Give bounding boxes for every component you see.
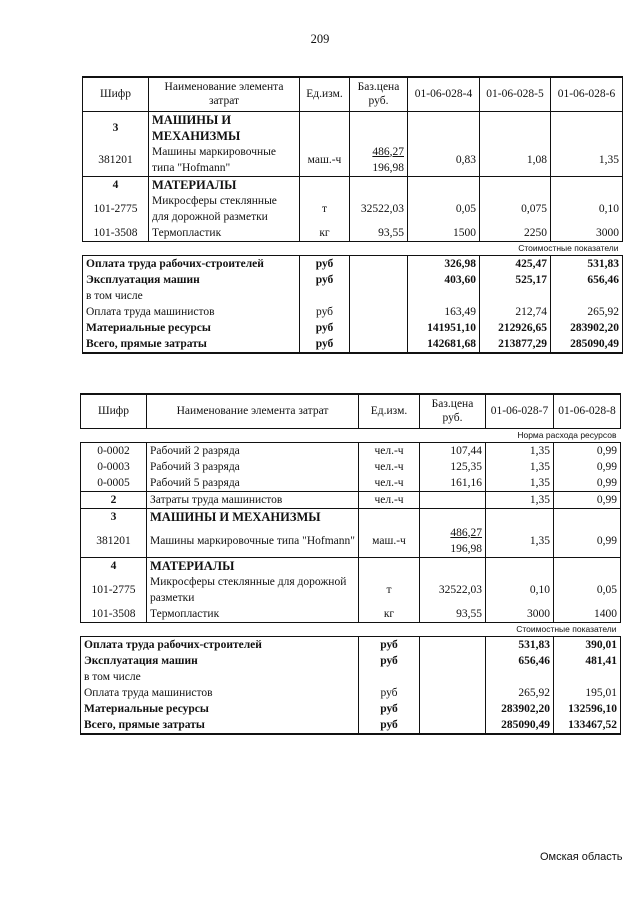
row-value: 1,35	[486, 442, 554, 459]
cost-value: 525,17	[480, 272, 551, 288]
table-row	[83, 176, 623, 193]
column-header-name: Наименование элемента затрат	[147, 394, 359, 428]
column-header-norm-7: 01-06-028-7	[486, 394, 554, 428]
norm-section-label: Норма расхода ресурсов	[81, 428, 621, 442]
table-row	[81, 442, 621, 459]
table-row	[81, 491, 621, 508]
cost-name: Эксплуатация машин	[81, 653, 359, 669]
column-header-code: Шифр	[81, 394, 147, 428]
row-value: 2250	[480, 225, 551, 242]
cost-name: Материальные ресурсы	[83, 320, 300, 336]
row-unit: маш.-ч	[300, 144, 350, 177]
row-name: Машины маркировочные типа "Hofmann"	[149, 144, 300, 177]
cost-name: Материальные ресурсы	[81, 701, 359, 717]
row-price: 486,27	[372, 145, 404, 158]
row-value: 0,99	[554, 442, 621, 459]
row-code: 381201	[83, 144, 149, 177]
row-price-secondary: 196,98	[372, 161, 404, 174]
cost-value: 656,46	[551, 272, 623, 288]
cost-value: 283902,20	[551, 320, 623, 336]
row-price-secondary: 196,98	[450, 542, 482, 555]
row-price: 161,16	[420, 475, 486, 492]
table-row	[83, 225, 623, 242]
cost-name: Оплата труда машинистов	[81, 685, 359, 701]
table-row	[83, 111, 623, 144]
row-code: 0-0003	[81, 459, 147, 475]
row-value: 3000	[551, 225, 623, 242]
cost-row	[83, 320, 623, 336]
row-value: 1,35	[486, 459, 554, 475]
row-code: 2	[81, 491, 147, 508]
row-unit: чел.-ч	[359, 459, 420, 475]
cost-value: 133467,52	[554, 717, 621, 734]
row-name: Микросферы стеклянные для дорожной разметки	[149, 193, 300, 225]
row-name: Микросферы стеклянные для дорожной разметки	[147, 574, 359, 606]
row-value: 0,83	[408, 144, 480, 177]
row-code: 3	[81, 508, 147, 525]
cost-row	[81, 717, 621, 734]
cost-value: 142681,68	[408, 336, 480, 353]
row-name: Машины маркировочные типа "Hofmann"	[147, 525, 359, 558]
row-code: 381201	[81, 525, 147, 558]
cost-unit: руб	[359, 701, 420, 717]
cost-value: 212926,65	[480, 320, 551, 336]
table-row	[81, 574, 621, 606]
row-value: 1,08	[480, 144, 551, 177]
row-code: 101-2775	[81, 574, 147, 606]
table-row	[81, 459, 621, 475]
row-name: Затраты труда машинистов	[147, 491, 359, 508]
cost-value: 481,41	[554, 653, 621, 669]
row-unit: т	[300, 193, 350, 225]
row-value: 0,99	[554, 491, 621, 508]
column-header-norm-6: 01-06-028-6	[551, 77, 623, 111]
column-header-unit: Ед.изм.	[300, 77, 350, 111]
column-header-name: Наименование элемента затрат	[149, 77, 300, 111]
row-price: 32522,03	[350, 193, 408, 225]
table-row	[81, 525, 621, 558]
cost-row	[83, 304, 623, 320]
row-name: Рабочий 3 разряда	[147, 459, 359, 475]
cost-name: Всего, прямые затраты	[83, 336, 300, 353]
cost-value: 390,01	[554, 636, 621, 653]
row-value: 1,35	[551, 144, 623, 177]
row-unit: т	[359, 574, 420, 606]
row-value: 0,05	[554, 574, 621, 606]
cost-value: 132596,10	[554, 701, 621, 717]
row-price: 486,27	[450, 526, 482, 539]
table-header-row	[83, 77, 623, 111]
row-value: 0,99	[554, 525, 621, 558]
table-header-row	[81, 394, 621, 428]
row-code: 0-0002	[81, 442, 147, 459]
row-unit: кг	[359, 606, 420, 623]
cost-value: 285090,49	[551, 336, 623, 353]
table-row	[81, 606, 621, 623]
cost-value: 531,83	[551, 255, 623, 272]
cost-value: 265,92	[486, 685, 554, 701]
table-row	[81, 508, 621, 525]
resource-table-2	[80, 393, 621, 735]
cost-name: Оплата труда машинистов	[83, 304, 300, 320]
column-header-price: Баз.цена руб.	[350, 77, 408, 111]
cost-row	[81, 685, 621, 701]
row-value: 1,35	[486, 491, 554, 508]
cost-row	[83, 272, 623, 288]
cost-row	[83, 288, 623, 304]
cost-section-label: Стоимостные показатели	[83, 241, 623, 255]
section-title: МАШИНЫ И МЕХАНИЗМЫ	[147, 508, 359, 525]
row-value: 0,10	[486, 574, 554, 606]
column-header-unit: Ед.изм.	[359, 394, 420, 428]
row-price: 125,35	[420, 459, 486, 475]
row-price: 32522,03	[420, 574, 486, 606]
cost-name: в том числе	[83, 288, 300, 304]
cost-value: 141951,10	[408, 320, 480, 336]
row-value: 1500	[408, 225, 480, 242]
row-value: 1400	[554, 606, 621, 623]
row-name: Рабочий 5 разряда	[147, 475, 359, 492]
section-title: МАТЕРИАЛЫ	[147, 557, 359, 574]
row-name: Рабочий 2 разряда	[147, 442, 359, 459]
cost-unit: руб	[300, 255, 350, 272]
cost-value: 285090,49	[486, 717, 554, 734]
cost-value: 326,98	[408, 255, 480, 272]
row-code: 4	[81, 557, 147, 574]
row-price: 107,44	[420, 442, 486, 459]
row-value: 0,05	[408, 193, 480, 225]
row-value: 1,35	[486, 525, 554, 558]
row-value: 0,10	[551, 193, 623, 225]
row-value: 3000	[486, 606, 554, 623]
cost-name: Эксплуатация машин	[83, 272, 300, 288]
row-value: 1,35	[486, 475, 554, 492]
cost-row	[81, 701, 621, 717]
row-name: Термопластик	[147, 606, 359, 623]
resource-table-1	[82, 76, 623, 354]
cost-section-label: Стоимостные показатели	[81, 622, 621, 636]
cost-unit: руб	[300, 304, 350, 320]
row-code: 101-3508	[81, 606, 147, 623]
cost-unit: руб	[359, 653, 420, 669]
cost-unit: руб	[359, 717, 420, 734]
table-row	[83, 144, 623, 177]
cost-name: Оплата труда рабочих-строителей	[81, 636, 359, 653]
cost-row	[83, 336, 623, 353]
cost-value: 212,74	[480, 304, 551, 320]
row-unit: маш.-ч	[359, 525, 420, 558]
row-value: 0,075	[480, 193, 551, 225]
cost-value: 213877,29	[480, 336, 551, 353]
cost-row	[81, 653, 621, 669]
cost-unit: руб	[300, 336, 350, 353]
row-unit: кг	[300, 225, 350, 242]
column-header-norm-4: 01-06-028-4	[408, 77, 480, 111]
cost-value: 283902,20	[486, 701, 554, 717]
cost-name: Оплата труда рабочих-строителей	[83, 255, 300, 272]
column-header-price: Баз.цена руб.	[420, 394, 486, 428]
section-title: МАТЕРИАЛЫ	[149, 176, 300, 193]
cost-value: 195,01	[554, 685, 621, 701]
row-code: 0-0005	[81, 475, 147, 492]
row-code: 101-2775	[83, 193, 149, 225]
table-row	[83, 193, 623, 225]
row-value: 0,99	[554, 459, 621, 475]
row-code: 4	[83, 176, 149, 193]
cost-unit: руб	[359, 636, 420, 653]
row-value: 0,99	[554, 475, 621, 492]
cost-value: 265,92	[551, 304, 623, 320]
row-name: Термопластик	[149, 225, 300, 242]
row-unit: чел.-ч	[359, 491, 420, 508]
cost-value: 656,46	[486, 653, 554, 669]
cost-name: Всего, прямые затраты	[81, 717, 359, 734]
cost-unit: руб	[300, 272, 350, 288]
cost-name: в том числе	[81, 669, 359, 685]
cost-unit: руб	[300, 320, 350, 336]
column-header-norm-8: 01-06-028-8	[554, 394, 621, 428]
column-header-norm-5: 01-06-028-5	[480, 77, 551, 111]
cost-row	[81, 669, 621, 685]
region-footer: Омская область	[540, 851, 623, 863]
cost-value: 531,83	[486, 636, 554, 653]
row-price	[420, 491, 486, 508]
cost-unit: руб	[359, 685, 420, 701]
row-price: 93,55	[350, 225, 408, 242]
column-header-code: Шифр	[83, 77, 149, 111]
cost-value: 403,60	[408, 272, 480, 288]
row-code: 3	[83, 111, 149, 144]
row-unit: чел.-ч	[359, 442, 420, 459]
section-title: МАШИНЫ И МЕХАНИЗМЫ	[149, 111, 300, 144]
page-number: 209	[310, 32, 330, 46]
cost-row	[81, 636, 621, 653]
cost-row	[83, 255, 623, 272]
cost-value: 425,47	[480, 255, 551, 272]
cost-value: 163,49	[408, 304, 480, 320]
table-row	[81, 475, 621, 492]
row-price: 93,55	[420, 606, 486, 623]
table-row	[81, 557, 621, 574]
row-code: 101-3508	[83, 225, 149, 242]
row-unit: чел.-ч	[359, 475, 420, 492]
